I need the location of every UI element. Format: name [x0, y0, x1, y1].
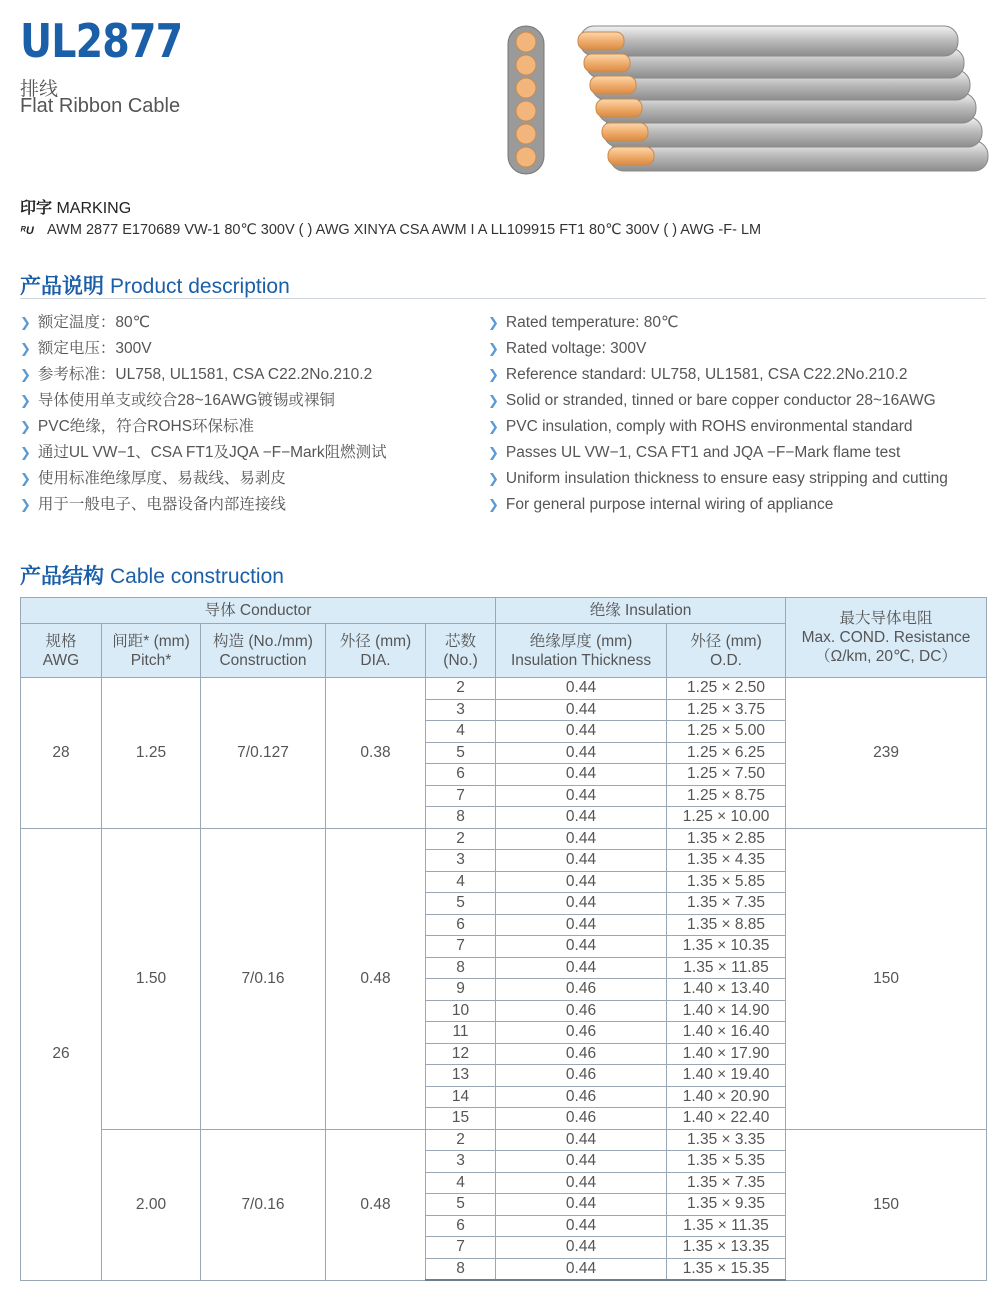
cell-thickness: 0.44	[496, 1194, 667, 1216]
cell-thickness: 0.44	[496, 1237, 667, 1259]
cell-cores: 5	[426, 1194, 496, 1216]
cell-od: 1.25 × 3.75	[667, 699, 786, 721]
header-dia-en: DIA.	[360, 651, 391, 669]
chevron-right-icon: ❯	[20, 341, 31, 356]
header-resistance	[786, 598, 987, 678]
section-title-cn: 产品说明	[20, 275, 104, 298]
header-construction-en: Construction	[219, 651, 307, 669]
description-list-en	[488, 310, 948, 518]
cell-od: 1.35 × 5.35	[667, 1151, 786, 1173]
header-cores-en: (No.)	[443, 651, 478, 669]
cell-thickness: 0.46	[496, 1043, 667, 1065]
cell-cores: 13	[426, 1065, 496, 1087]
cell-thickness: 0.44	[496, 807, 667, 829]
header-construction-cn: 构造 (No./mm)	[213, 632, 313, 650]
product-description-title	[20, 270, 290, 300]
cell-cores: 6	[426, 764, 496, 786]
description-text: For general purpose internal wiring of appliance	[505, 496, 834, 513]
cell-od: 1.35 × 11.85	[667, 957, 786, 979]
description-text: PVC insulation, comply with ROHS environmental standard	[505, 418, 913, 435]
description-item	[20, 466, 387, 492]
cell-od: 1.25 × 7.50	[667, 764, 786, 786]
description-text: 用于一般电子、电器设备内部连接线	[37, 496, 286, 513]
cell-cores: 8	[426, 807, 496, 829]
cell-thickness: 0.44	[496, 1258, 667, 1280]
cell-od: 1.25 × 5.00	[667, 721, 786, 743]
chevron-right-icon: ❯	[20, 367, 31, 382]
chevron-right-icon: ❯	[488, 445, 499, 460]
description-item	[20, 492, 387, 518]
cell-thickness: 0.46	[496, 1065, 667, 1087]
description-item	[488, 362, 948, 388]
cell-thickness: 0.44	[496, 1215, 667, 1237]
cell-cores: 7	[426, 1237, 496, 1259]
description-text: Rated temperature: 80℃	[505, 314, 679, 331]
cell-resistance: 239	[786, 678, 987, 829]
description-list-cn	[20, 310, 387, 518]
cell-awg: 26	[21, 828, 102, 1280]
cell-thickness: 0.44	[496, 1172, 667, 1194]
header-resistance-en: Max. COND. Resistance	[801, 629, 971, 646]
table-row	[21, 1129, 987, 1151]
section-title-en: Product description	[110, 275, 290, 298]
chevron-right-icon: ❯	[20, 393, 31, 408]
cell-cores: 11	[426, 1022, 496, 1044]
cell-thickness: 0.44	[496, 936, 667, 958]
chevron-right-icon: ❯	[20, 497, 31, 512]
description-text: Solid or stranded, tinned or bare copper conductor 28~16AWG	[505, 392, 936, 409]
description-text: 额定温度：80℃	[37, 314, 151, 331]
header-pitch-cn: 间距* (mm)	[112, 632, 190, 650]
cell-od: 1.40 × 16.40	[667, 1022, 786, 1044]
description-text: Passes UL VW−1, CSA FT1 and JQA −F−Mark flame test	[505, 444, 901, 461]
description-item	[488, 388, 948, 414]
header-awg-en: AWG	[42, 651, 80, 669]
subtitle-cn: 排线	[20, 79, 59, 100]
marking-text-line	[20, 222, 761, 238]
description-item	[20, 388, 387, 414]
marking-label-en: MARKING	[56, 200, 132, 217]
cell-od: 1.40 × 19.40	[667, 1065, 786, 1087]
section-divider	[20, 298, 986, 299]
header-od-cn: 外径 (mm)	[690, 632, 762, 650]
cell-cores: 10	[426, 1000, 496, 1022]
cell-thickness: 0.44	[496, 1151, 667, 1173]
cell-pitch: 1.50	[102, 828, 201, 1129]
description-text: Rated voltage: 300V	[505, 340, 647, 357]
header-construction	[201, 624, 326, 678]
header-resistance-cn: 最大导体电阻	[839, 610, 933, 627]
cell-thickness: 0.44	[496, 1129, 667, 1151]
cell-od: 1.40 × 17.90	[667, 1043, 786, 1065]
cell-cores: 6	[426, 914, 496, 936]
header-pitch	[102, 624, 201, 678]
cell-thickness: 0.44	[496, 871, 667, 893]
marking-heading	[20, 195, 131, 218]
chevron-right-icon: ❯	[488, 497, 499, 512]
description-text: 导体使用单支或绞合28~16AWG镀锡或裸铜	[37, 392, 335, 409]
cell-cores: 6	[426, 1215, 496, 1237]
cell-od: 1.35 × 7.35	[667, 893, 786, 915]
description-text: Reference standard: UL758, UL1581, CSA C22.2No.210.2	[505, 366, 908, 383]
cell-cores: 15	[426, 1108, 496, 1130]
cell-cores: 5	[426, 742, 496, 764]
cell-od: 1.25 × 2.50	[667, 678, 786, 700]
cell-thickness: 0.44	[496, 893, 667, 915]
header-insulation: 绝缘 Insulation	[496, 598, 786, 624]
chevron-right-icon: ❯	[488, 341, 499, 356]
header-od-en: O.D.	[710, 651, 742, 669]
header-thickness-en: Insulation Thickness	[510, 651, 652, 669]
cable-construction-title	[20, 560, 284, 590]
description-item	[488, 310, 948, 336]
cell-cores: 9	[426, 979, 496, 1001]
description-item	[20, 336, 387, 362]
cell-cores: 8	[426, 1258, 496, 1280]
section-title-cn: 产品结构	[20, 565, 104, 588]
header-awg-cn: 规格	[45, 632, 77, 650]
description-item	[20, 414, 387, 440]
description-item	[488, 466, 948, 492]
description-text: 使用标准绝缘厚度、易裁线、易剥皮	[37, 470, 286, 487]
cell-thickness: 0.46	[496, 1022, 667, 1044]
section-title-en: Cable construction	[110, 565, 284, 588]
header-pitch-en: Pitch*	[130, 651, 172, 669]
cell-cores: 3	[426, 850, 496, 872]
cell-od: 1.25 × 10.00	[667, 807, 786, 829]
cell-dia: 0.38	[326, 678, 426, 829]
cell-od: 1.35 × 8.85	[667, 914, 786, 936]
cell-thickness: 0.44	[496, 699, 667, 721]
cell-thickness: 0.46	[496, 1086, 667, 1108]
description-item	[488, 336, 948, 362]
header-dia	[326, 624, 426, 678]
cell-cores: 4	[426, 871, 496, 893]
table-row	[21, 828, 987, 850]
description-text: PVC绝缘，符合ROHS环保标准	[37, 418, 255, 435]
cell-cores: 2	[426, 678, 496, 700]
ribbon-cable-illustration	[500, 20, 990, 180]
cell-thickness: 0.44	[496, 742, 667, 764]
cell-thickness: 0.44	[496, 764, 667, 786]
cell-cores: 3	[426, 699, 496, 721]
cell-thickness: 0.44	[496, 850, 667, 872]
cell-thickness: 0.44	[496, 721, 667, 743]
header-cores	[426, 624, 496, 678]
cell-thickness: 0.44	[496, 914, 667, 936]
chevron-right-icon: ❯	[488, 471, 499, 486]
cell-construction: 7/0.127	[201, 678, 326, 829]
chevron-right-icon: ❯	[488, 315, 499, 330]
cell-pitch: 1.25	[102, 678, 201, 829]
cell-od: 1.35 × 13.35	[667, 1237, 786, 1259]
cell-thickness: 0.44	[496, 957, 667, 979]
cell-od: 1.35 × 4.35	[667, 850, 786, 872]
cell-od: 1.35 × 2.85	[667, 828, 786, 850]
cell-thickness: 0.44	[496, 828, 667, 850]
cell-od: 1.40 × 22.40	[667, 1108, 786, 1130]
chevron-right-icon: ❯	[488, 419, 499, 434]
cell-cores: 12	[426, 1043, 496, 1065]
description-text: 通过UL VW−1、CSA FT1及JQA −F−Mark阻燃测试	[37, 444, 387, 461]
cell-construction: 7/0.16	[201, 828, 326, 1129]
cell-cores: 4	[426, 1172, 496, 1194]
chevron-right-icon: ❯	[488, 393, 499, 408]
description-text: Uniform insulation thickness to ensure easy stripping and cutting	[505, 470, 948, 487]
spec-table	[20, 597, 987, 1281]
header-dia-cn: 外径 (mm)	[339, 632, 412, 650]
cell-od: 1.25 × 6.25	[667, 742, 786, 764]
chevron-right-icon: ❯	[20, 315, 31, 330]
header-cores-cn: 芯数	[445, 632, 477, 650]
description-item	[488, 492, 948, 518]
cell-dia: 0.48	[326, 828, 426, 1129]
chevron-right-icon: ❯	[20, 419, 31, 434]
cell-thickness: 0.46	[496, 1000, 667, 1022]
cell-resistance: 150	[786, 1129, 987, 1280]
chevron-right-icon: ❯	[20, 445, 31, 460]
cell-cores: 2	[426, 828, 496, 850]
cable-wires	[578, 26, 988, 171]
header-resistance-unit: （Ω/km, 20℃, DC）	[815, 648, 957, 665]
cell-cores: 8	[426, 957, 496, 979]
subtitle-en: Flat Ribbon Cable	[20, 95, 181, 117]
cell-cores: 7	[426, 785, 496, 807]
cell-awg: 28	[21, 678, 102, 829]
description-item	[488, 414, 948, 440]
cell-resistance: 150	[786, 828, 987, 1129]
cell-dia: 0.48	[326, 1129, 426, 1280]
cell-od: 1.35 × 3.35	[667, 1129, 786, 1151]
chevron-right-icon: ❯	[488, 367, 499, 382]
cell-cores: 4	[426, 721, 496, 743]
cell-od: 1.35 × 9.35	[667, 1194, 786, 1216]
product-title: UL2877	[20, 14, 183, 68]
cell-od: 1.35 × 15.35	[667, 1258, 786, 1280]
cell-od: 1.40 × 14.90	[667, 1000, 786, 1022]
cell-cores: 3	[426, 1151, 496, 1173]
cell-cores: 2	[426, 1129, 496, 1151]
cell-cores: 7	[426, 936, 496, 958]
cell-thickness: 0.46	[496, 1108, 667, 1130]
description-item	[20, 440, 387, 466]
marking-label-cn: 印字	[20, 200, 53, 217]
cell-pitch: 2.00	[102, 1129, 201, 1280]
cell-od: 1.35 × 10.35	[667, 936, 786, 958]
cell-thickness: 0.44	[496, 785, 667, 807]
header-awg	[21, 624, 102, 678]
cell-od: 1.35 × 11.35	[667, 1215, 786, 1237]
header-conductor: 导体 Conductor	[21, 598, 496, 624]
description-item	[20, 362, 387, 388]
cell-cores: 5	[426, 893, 496, 915]
header-thickness	[496, 624, 667, 678]
description-item	[20, 310, 387, 336]
cell-cores: 14	[426, 1086, 496, 1108]
cable-cross-section	[508, 26, 544, 174]
cell-od: 1.35 × 7.35	[667, 1172, 786, 1194]
header-od	[667, 624, 786, 678]
marking-text: AWM 2877 E170689 VW-1 80℃ 300V ( ) AWG XINYA CSA AWM I A LL109915 FT1 80℃ 300V ( ) AWG -F- LM	[47, 222, 762, 238]
description-text: 额定电压：300V	[37, 340, 152, 357]
cell-construction: 7/0.16	[201, 1129, 326, 1280]
table-row	[21, 678, 987, 700]
cell-od: 1.25 × 8.75	[667, 785, 786, 807]
header-thickness-cn: 绝缘厚度 (mm)	[529, 632, 633, 650]
ul-logo-icon: ᴿU	[20, 225, 34, 237]
cell-thickness: 0.44	[496, 678, 667, 700]
cell-thickness: 0.46	[496, 979, 667, 1001]
description-text: 参考标准：UL758, UL1581, CSA C22.2No.210.2	[37, 366, 373, 383]
cell-od: 1.40 × 20.90	[667, 1086, 786, 1108]
cell-od: 1.35 × 5.85	[667, 871, 786, 893]
chevron-right-icon: ❯	[20, 471, 31, 486]
cell-od: 1.40 × 13.40	[667, 979, 786, 1001]
description-item	[488, 440, 948, 466]
